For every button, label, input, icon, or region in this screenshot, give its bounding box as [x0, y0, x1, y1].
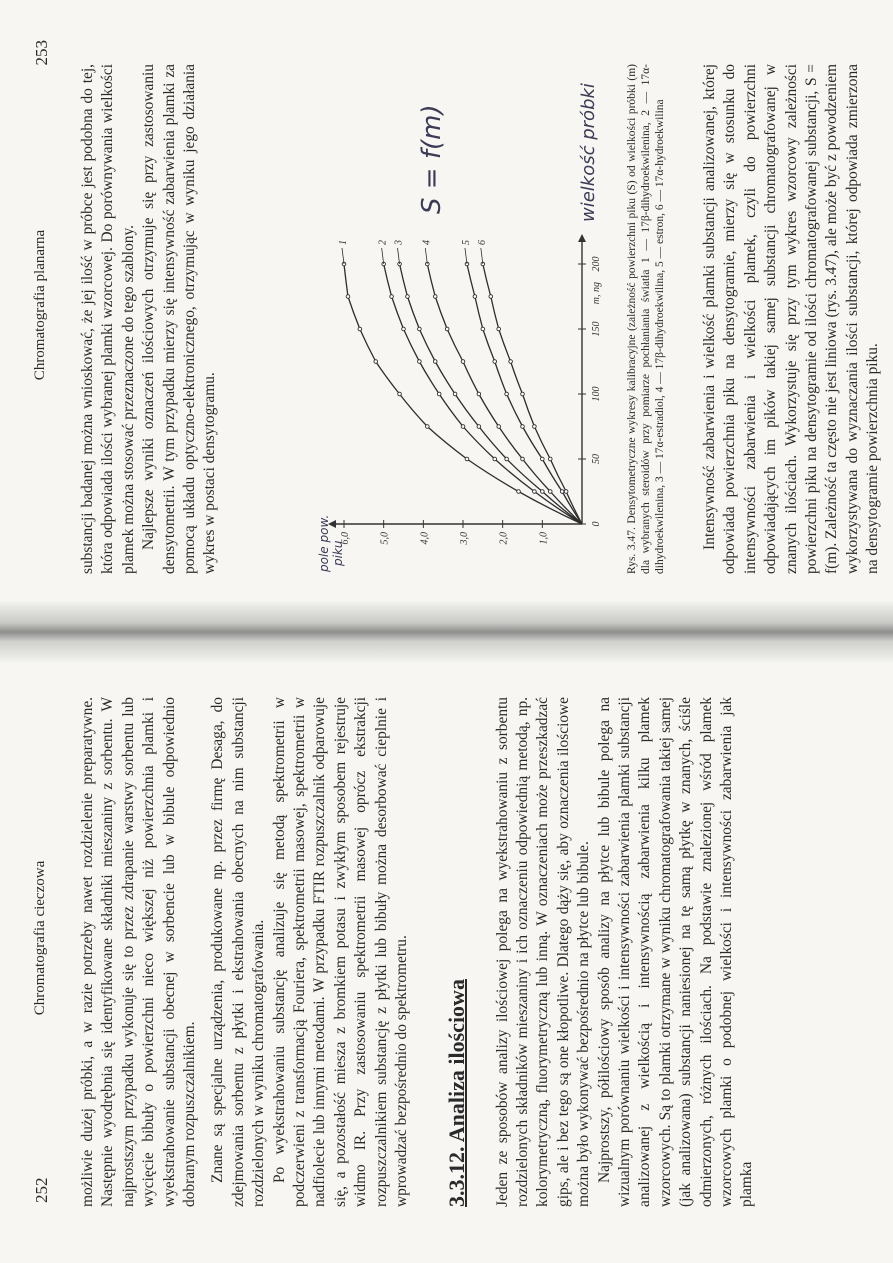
data-point: [521, 457, 525, 461]
data-point: [426, 425, 430, 429]
section-heading: 3.3.12. Analiza ilościowa: [443, 979, 469, 1207]
data-point: [433, 295, 437, 299]
series-leader: [382, 248, 384, 264]
data-point: [493, 360, 497, 364]
data-point: [461, 360, 465, 364]
data-point: [418, 360, 422, 364]
data-point: [465, 457, 469, 461]
data-point: [473, 295, 477, 299]
right-paragraph: Intensywność zabarwienia i wielkość plamki substancji analizowanej, której odpowiada powierzchnia piku na densytogramie, mierzy się w stosunku do intensywności zabarwienia i wielkości plamek, czyli do powierzchni odpowiadających im pików takiej samej substancji chromatografowanej w znanych ilościach. Wykorzystuje się przy tym wykres wzorcowy zależności powierzchni piku na densytogramie od ilości chromatografowanej substancji, S = f(m). Zależność ta często nie jest liniowa (rys. 3.47), ale może być z powodzeniem wykorzystywana do wyznaczania ilości substancji, której odpowiada zmierzona na densytogramie powierzchnia piku.: [701, 64, 882, 574]
data-point: [437, 392, 441, 396]
handwritten-formula: S = f(m): [417, 104, 447, 214]
data-point: [445, 327, 449, 331]
left-running-title: Chromatografia cieczowa: [32, 860, 48, 1016]
x-tick-label: 0: [591, 521, 602, 527]
data-point: [406, 295, 410, 299]
data-point: [509, 360, 513, 364]
series-label: 5: [460, 240, 472, 245]
data-point: [533, 425, 537, 429]
y-tick-label: 6,0: [340, 532, 351, 545]
right-text-column-lower: [700, 64, 884, 574]
series-label: 2: [377, 240, 389, 245]
data-point: [560, 490, 564, 494]
x-axis-label: m, ng: [591, 282, 602, 305]
data-point: [453, 392, 457, 396]
data-point: [481, 327, 485, 331]
x-tick-label: 150: [591, 321, 602, 337]
series-label: 3: [393, 240, 405, 245]
data-point: [548, 490, 552, 494]
left-paragraph: możliwie dużej próbki, a w razie potrzeby nawet rozdzielenie preparatywne. Następnie wyodrębnia się identyfikowane składniki mieszaniny z sorbentu. W najprostszym przypadku wykonuje się to przez zdrapanie warstwy sorbentu lub wycięcie bibuły o powierzchni nieco większej niż powierzchnia plamki i wyekstrahowanie substancji obecnej w sorbencie lub w bibule odpowiednio dobranym rozpuszczalnikiem.: [79, 697, 199, 1207]
y-tick-label: 4,0: [419, 532, 431, 545]
series-label: 4: [421, 240, 433, 245]
left-page-number: 252: [32, 1177, 51, 1203]
data-point: [497, 327, 501, 331]
data-point: [517, 490, 521, 494]
series-leader: [425, 248, 427, 264]
right-running-title: Chromatografia planarna: [32, 229, 48, 381]
handwritten-note: wielkość próbki: [578, 83, 599, 222]
data-point: [346, 295, 350, 299]
handwritten-note: piku: [331, 540, 345, 566]
calibration-chart-svg: [317, 64, 615, 574]
x-axis-arrow: [578, 234, 586, 242]
data-point: [505, 392, 509, 396]
y-tick-label: 1,0: [538, 532, 550, 545]
handwritten-note: pole pow.: [317, 514, 331, 572]
data-point: [533, 490, 537, 494]
y-tick-label: 2,0: [498, 532, 510, 545]
series-line-2: [384, 264, 582, 524]
data-point: [541, 490, 545, 494]
data-point: [390, 295, 394, 299]
right-paragraph: substancji badanej można wnioskować, że jej ilość w próbce jest podobna do tej, która odpowiada ilości wybranej plamki wzorcowej. Do porównywania wielkości plamek można stosować przeznaczone do tego szablony.: [79, 64, 137, 574]
series-label: 1: [338, 240, 349, 245]
data-point: [497, 425, 501, 429]
data-point: [374, 360, 378, 364]
data-point: [564, 490, 568, 494]
y-tick-label: 3,0: [459, 532, 470, 545]
series-label: 6: [476, 240, 488, 245]
right-page: [0, 0, 893, 630]
left-paragraph: Po wyekstrahowaniu substancję analizuje się metodą spektrometrii w podczerwieni z transformacją Fouriera, spektrometrii masowej, spektrometrii w nadfiolecie lub innymi metodami. W przypadku FTIR rozpuszczalnik odparowuje się, a pozostałość miesza z bromkiem potasu i zwykłym sposobem rejestruje widmo IR. Przy zastosowaniu spektrometrii masowej oprócz ekstrakcji rozpuszczalnikiem substancję z płytki lub bibuły można desorbować cieplnie i wprowadzać bezpośrednio do spektrometru.: [270, 697, 411, 1207]
series-line-6: [483, 264, 582, 524]
right-running-head: [32, 40, 54, 570]
right-text-column: [78, 64, 221, 574]
left-paragraph: Znane są specjalne urządzenia, produkowane np. przez firmę Desaga, do zdejmowania sorbentu z płytki i ekstrahowania obecnych na nim substancji rozdzielonych w wyniku chromatografowania.: [209, 697, 268, 1207]
data-point: [521, 392, 525, 396]
series-leader: [481, 248, 483, 264]
data-point: [548, 457, 552, 461]
data-point: [398, 392, 402, 396]
data-point: [402, 327, 406, 331]
left-page: [0, 633, 893, 1263]
data-point: [477, 392, 481, 396]
left-running-head: [32, 673, 54, 1203]
x-tick-label: 100: [591, 386, 602, 402]
right-page-number: 253: [32, 40, 51, 66]
calibration-chart: [317, 64, 615, 574]
data-point: [493, 457, 497, 461]
series-line-1: [344, 264, 582, 524]
data-point: [461, 425, 465, 429]
x-tick-label: 50: [591, 454, 602, 464]
x-tick-label: 200: [591, 256, 602, 272]
y-tick-label: 5,0: [379, 532, 391, 545]
left-paragraph: Jeden ze sposobów analizy ilościowej polega na wyekstrahowaniu z sorbentu rozdzielonych składników mieszaniny i ich oznaczeniu odpowiednią metodą, np. kolorymetryczną, fluorymetryczną lub inną. W oznaczeniach może przeszkadzać gips, ale i bez tego są one kłopotliwe. Dlatego dąży się, aby oznaczenia ilościowe można było wykonywać bezpośrednio na płytce lub bibule.: [493, 697, 593, 1207]
right-paragraph: Najlepsze wyniki oznaczeń ilościowych otrzymuje się przy zastosowaniu densytometrii. W tym przypadku mierzy się intensywność zabarwienia plamki za pomocą układu optyczno-elektronicznego, otrzymując w wyniku jego działania wykres w postaci densytogramu.: [140, 64, 219, 574]
data-point: [489, 295, 493, 299]
series-line-3: [400, 264, 582, 524]
series-leader: [398, 248, 400, 264]
data-point: [358, 327, 362, 331]
series-leader: [465, 248, 467, 264]
data-point: [541, 457, 545, 461]
data-point: [477, 425, 481, 429]
series-leader: [342, 248, 344, 264]
left-paragraph: Najprostszy, półilościowy sposób analizy na płytce lub bibule polega na wizualnym porównaniu wielkości i intensywności zabarwienia plamki substancji analizowanej z wielkością i intensywnością zabarwienia kilku plamek wzorcowych. Są to plamki otrzymane w wyniku chromatografowania takiej samej (jak analizowana) substancji naniesionej na tę samą płytkę w znanych, ściśle odmierzonych, różnych ilościach. Na podstawie znalezionej wśród plamek wzorcowych plamki o podobnej wielkości i intensywności zabarwienia jak plamka: [595, 697, 756, 1207]
data-point: [433, 360, 437, 364]
data-point: [505, 457, 509, 461]
data-point: [521, 425, 525, 429]
figure-caption: Rys. 3.47. Densytometryczne wykresy kalibracyjne (zależność powierzchni piku (S) od wielkości próbki (m) dla wybranych steroidów przy pomiarze pochłaniania światła 1 — 17β-dihydroekwilenina, 2 — 17α-dihydroekwilenina, 3 — 17α-estradiol, 4 — 17β-dihydroekwilina, 5 — estron, 6 — 17α-hydroekwilina: [626, 64, 666, 574]
left-text-column: [78, 697, 758, 1207]
data-point: [418, 327, 422, 331]
